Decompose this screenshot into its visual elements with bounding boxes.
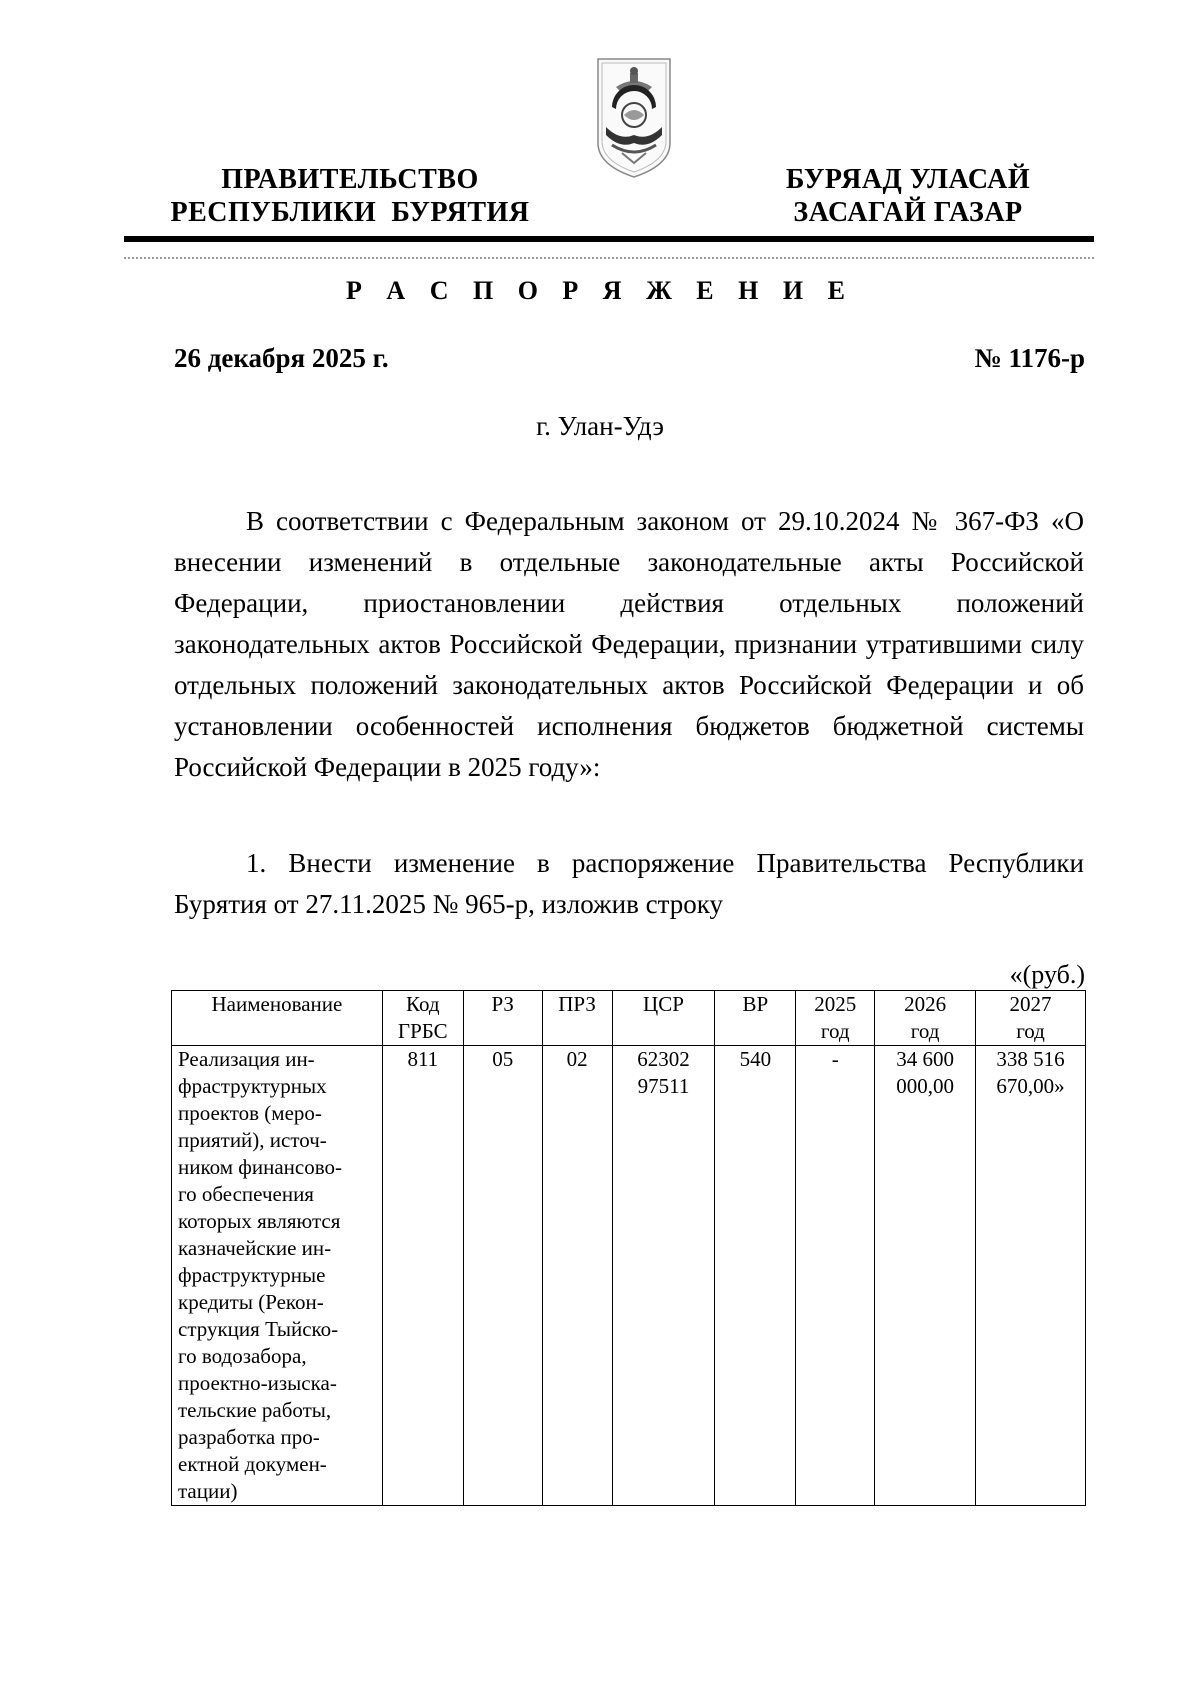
budget-table [171, 990, 1086, 1506]
header-grbs: Код ГРБС [382, 991, 463, 1046]
cell-name: Реализация ин- фраструктурных проектов (меро- приятий), источ- ником финансово- го обеспечения которых являются казначейские ин- фраструктурные кредиты (Рекон- струкция Тыйско- го водозабора, проектно-изыска- тельские работы, разработка про- ектной докумен- тации) [172, 1046, 383, 1506]
org-name-russian-line-2: РЕСПУБЛИКИ БУРЯТИЯ [170, 197, 530, 228]
header-vr: ВР [715, 991, 796, 1046]
table-row [172, 1046, 1086, 1506]
document-type: Р А С П О Р Я Ж Е Н И Е [346, 276, 854, 305]
table-unit-note: «(руб.) [1009, 960, 1085, 989]
cell-2025: - [796, 1046, 875, 1506]
header-divider-thick [124, 236, 1094, 242]
document-number: № 1176-р [974, 343, 1085, 373]
org-name-buryat-line-1: БУРЯАД УЛАСАЙ [785, 164, 1031, 195]
org-name-russian [150, 163, 550, 229]
preamble-paragraph: В соответствии с Федеральным законом от 29.10.2024 № 367-ФЗ «О внесении изменений в отдельные законодательные акты Российской Федерации, приостановлении действия отдельных положений законодательных актов Российской Федерации, признании утратившими силу отдельных положений законодательных актов Российской Федерации и об установлении особенностей исполнения бюджетов бюджетной системы Российской Федерации в 2025 году»: [174, 506, 1084, 782]
clause-1-paragraph: 1. Внести изменение в распоряжение Правительства Республики Бурятия от 27.11.2025 № 965-р, изложив строку [174, 848, 1084, 919]
document-date: 26 декабря 2025 г. [174, 343, 389, 373]
cell-2026: 34 600 000,00 [875, 1046, 976, 1506]
header-divider-thin [124, 257, 1094, 259]
header-name: Наименование [172, 991, 383, 1046]
org-name-buryat-line-2: ЗАСАГАЙ ГАЗАР [793, 197, 1023, 228]
header-2025: 2025 год [796, 991, 875, 1046]
table-header-row [172, 991, 1086, 1046]
header-rz: РЗ [463, 991, 542, 1046]
cell-grbs: 811 [382, 1046, 463, 1506]
header-2027: 2027 год [976, 991, 1086, 1046]
org-name-russian-line-1: ПРАВИТЕЛЬСТВО [221, 164, 479, 195]
header-csr: ЦСР [612, 991, 715, 1046]
org-name-buryat [718, 163, 1098, 229]
cell-prz: 02 [542, 1046, 612, 1506]
coat-of-arms-icon [592, 55, 676, 181]
cell-rz: 05 [463, 1046, 542, 1506]
cell-csr: 62302 97511 [612, 1046, 715, 1506]
cell-vr: 540 [715, 1046, 796, 1506]
header-2026: 2026 год [875, 991, 976, 1046]
document-city: г. Улан-Удэ [536, 411, 664, 441]
cell-2027: 338 516 670,00» [976, 1046, 1086, 1506]
header-prz: ПРЗ [542, 991, 612, 1046]
